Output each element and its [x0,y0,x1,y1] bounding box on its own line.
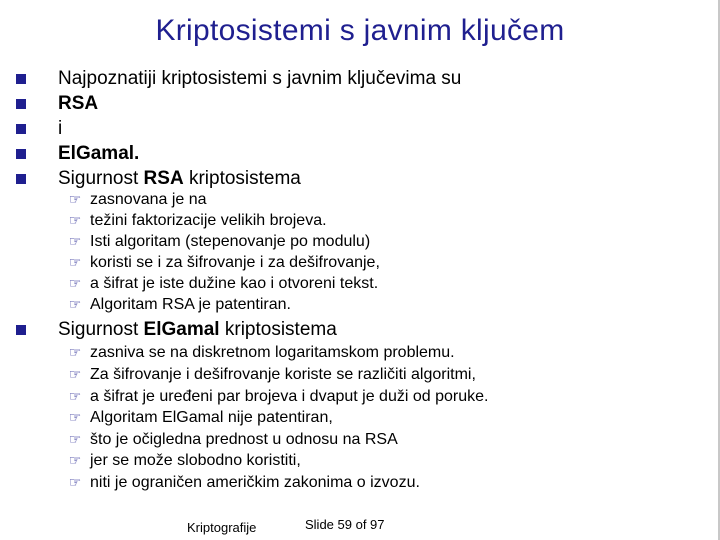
rsa-point: ☞ a šifrat je iste dužine kao i otvoreni tekst. [66,273,378,295]
pointing-hand-icon: ☞ [68,191,82,207]
elgamal-point: ☞ jer se može slobodno koristiti, [66,450,301,472]
elgamal-point: ☞ niti je ograničen američkim zakonima o izvozu. [66,472,420,494]
pointing-hand-icon: ☞ [68,212,82,228]
elgamal-point: ☞ Algoritam ElGamal nije patentiran, [66,407,333,429]
pointing-hand-icon: ☞ [68,233,82,249]
elgamal-point: ☞ što je očigledna prednost u odnosu na RSA [66,429,398,451]
square-bullet-icon [16,149,26,159]
footer-course: Kriptografije [187,520,257,535]
slide-number: Slide 59 of 97 [305,517,385,532]
pointing-hand-icon: ☞ [68,344,82,360]
pointing-hand-icon: ☞ [68,296,82,312]
pointing-hand-icon: ☞ [68,474,82,490]
bullet-bold-text: ElGamal. [58,143,140,164]
square-bullet-icon [16,325,26,335]
rsa-point: ☞ Algoritam RSA je patentiran. [66,294,291,316]
rsa-point: ☞ zasnovana je na [66,189,207,211]
square-bullet-icon [16,99,26,109]
pointing-hand-icon: ☞ [68,254,82,270]
pointing-hand-icon: ☞ [68,366,82,382]
elgamal-point: ☞ Za šifrovanje i dešifrovanje koriste se različiti algoritmi, [66,364,476,386]
pointing-hand-icon: ☞ [68,431,82,447]
bullet-text: Sigurnost RSA kriptosistema [58,168,301,189]
rsa-point: ☞ težini faktorizacije velikih brojeva. [66,210,327,232]
pointing-hand-icon: ☞ [68,452,82,468]
slide-title: Kriptosistemi s javnim ključem [155,14,565,47]
pointing-hand-icon: ☞ [68,388,82,404]
elgamal-point: ☞ zasniva se na diskretnom logaritamskom problemu. [66,342,455,364]
bullet-item [16,66,461,92]
bullet-text: Najpoznatiji kriptosistemi s javnim ključevima su [58,68,462,89]
bullet-item [16,141,139,167]
square-bullet-icon [16,124,26,134]
bullet-text: i [58,118,63,139]
bullet-text: Sigurnost ElGamal kriptosistema [58,319,337,340]
bullet-item [16,317,337,343]
bullet-item [16,91,98,117]
bullet-bold-text: RSA [58,93,99,114]
rsa-point: ☞ koristi se i za šifrovanje i za dešifrovanje, [66,252,380,274]
pointing-hand-icon: ☞ [68,409,82,425]
square-bullet-icon [16,174,26,184]
bullet-item [16,116,62,142]
elgamal-point: ☞ a šifrat je uređeni par brojeva i dvaput je duži od poruke. [66,386,488,408]
pointing-hand-icon: ☞ [68,275,82,291]
square-bullet-icon [16,74,26,84]
rsa-point: ☞ Isti algoritam (stepenovanje po modulu) [66,231,370,253]
